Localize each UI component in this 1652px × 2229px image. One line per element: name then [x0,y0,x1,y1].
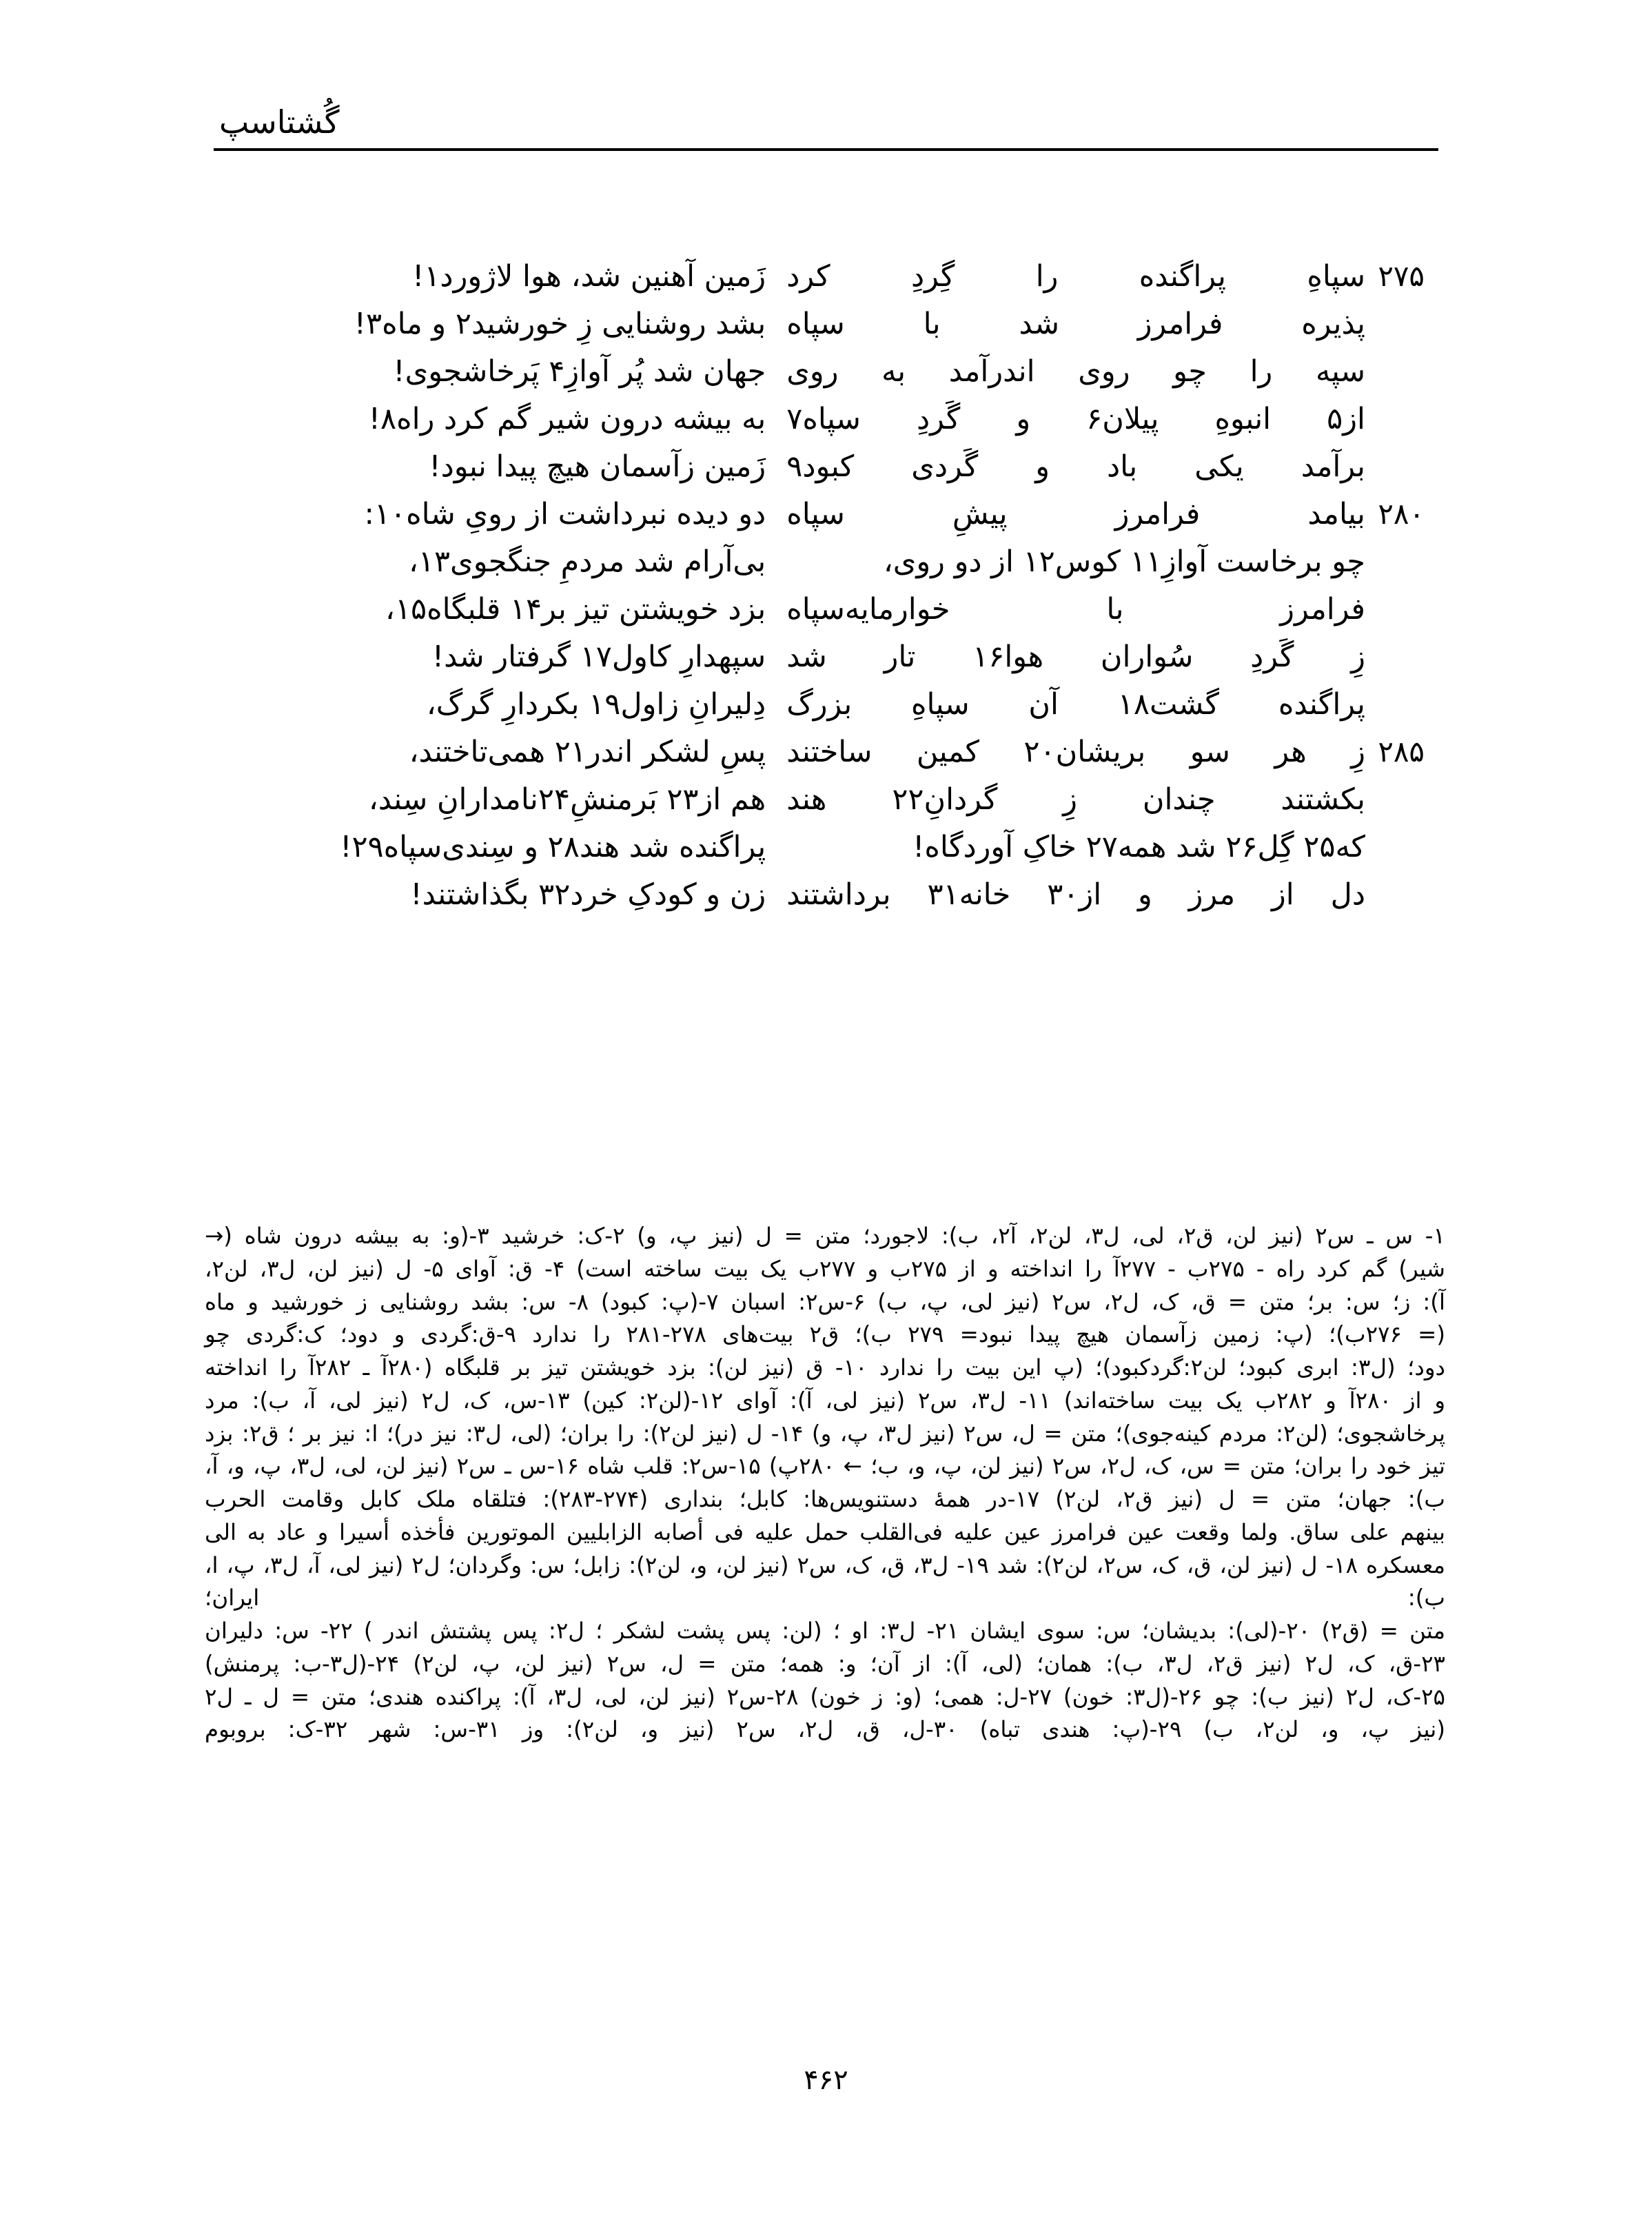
verse-word: سپاهِ [1307,259,1365,294]
hemistich-left [205,782,766,817]
verse-word: هوا۱۶ [972,640,1044,674]
verse-word: چندان [1142,782,1216,817]
verse-word: برآمد [1301,449,1365,484]
hemistich-right [766,402,1425,436]
hemistich-left-text: پراگنده شد هند۲۸ و سِندی‌سپاه۲۹! [340,830,766,864]
hemistich-right-text [786,642,1365,672]
hemistich-right-text [786,354,1365,389]
verse-word: آن [1028,687,1059,722]
hemistich-left [205,877,766,912]
hemistich-right [766,544,1425,579]
verse-word: که۲۵ گِل۲۶ شد همه۲۷ خاکِ آوردگاه! [912,830,1365,864]
hemistich-right [766,354,1425,389]
apparatus-line: دود؛ (ل۳: ابری کبود؛ لن۲:گردکبود)؛ (پ این بیت را ندارد ۱۰- ق (نیز لن): بزد خویشتن تیز بر قلبگاه (۲۸۰آ ـ ۲۸۲آ را انداخته [205,1354,1445,1381]
hemistich-left [205,592,766,627]
hemistich-left [205,402,766,436]
hemistich-right [766,259,1425,294]
verse-word: بکشتند [1281,782,1365,817]
verse-word: و [1138,877,1152,912]
verse-word: یکی [1194,449,1244,484]
hemistich-right-text [786,592,1365,627]
couplet-row [205,877,1425,912]
hemistich-left-text: به بیشه درون شیر گم کرد راه۸! [368,402,766,436]
verse-word: پیشِ [952,497,1008,531]
verse-word: کبود۹ [786,449,855,484]
verse-word: ساختند [786,735,873,769]
hemistich-right-text [786,309,1365,339]
verse-word: باد [1106,449,1138,484]
critical-apparatus [205,1220,1445,1747]
hemistich-right [766,877,1425,912]
verse-word: از [1272,877,1294,912]
hemistich-right-text [786,687,1365,722]
verse-word: خوارمایه‌سپاه [786,592,950,627]
verse-word: سپاهِ [910,687,970,722]
hemistich-right-text [786,737,1365,767]
couplet-row [205,497,1425,531]
hemistich-right-text [786,830,1365,864]
verse-word: روی [1078,354,1130,389]
verse-word: گِردِ [910,259,955,294]
verse-word: مرز [1188,877,1236,912]
apparatus-line: تیز خود را بران؛ متن = س، ک، ل۲، س۲ (نیز لن، پ، و، ب؛ ← ۲۸۰پ) ۱۵-س۲: قلب شاه ۱۶-س ـ س۲ (نیز لن، لی، ل۳، پ، و، آ، [205,1453,1446,1480]
verse-word: سو [1190,735,1230,769]
hemistich-right-text [786,449,1365,484]
apparatus-line: ۱- س ـ س۲ (نیز لن، ق۲، لی، ل۳، لن۲، آ۲، ب): لاجورد؛ متن = ل (نیز پ، و) ۲-ک: خرشید ۳-(و: به بیشه درون شاه (→ [205,1223,1445,1249]
hemistich-left-text: بزد خویشتن تیز بر۱۴ قلبگاه۱۵، [385,592,766,627]
hemistich-left [205,687,766,722]
page-number: ۴۶۲ [804,2064,848,2096]
hemistich-right [766,830,1425,864]
verse-word: پیلان۶ [1086,402,1159,436]
hemistich-right-text [786,259,1365,294]
hemistich-right-text [786,782,1365,817]
verse-word: بریشان۲۰ [1023,735,1146,769]
verse-word: زِ [1351,640,1365,674]
verse-word: هند [786,782,827,817]
hemistich-right [766,592,1425,627]
couplet-row [205,309,1425,339]
verse-word: کمین [916,735,979,769]
verse-word: روی [786,354,839,389]
couplet-row [205,592,1425,627]
hemistich-left [205,737,766,767]
verse-word: بیامد [1307,497,1365,531]
hemistich-left-text: پسِ لشکر اندر۲۱ همی‌تاختند، [409,735,766,769]
verse-word: گَردی [911,449,979,484]
hemistich-left [205,544,766,579]
couplet-row [205,402,1425,436]
hemistich-left-text: سپهدارِ کاول۱۷ گرفتار شد! [431,640,766,674]
apparatus-line: پرخاشجوی؛ (لن۲: مردم کینه‌جوی)؛ متن = ل، س۲ (نیز ل۳، پ، و) ۱۴- ل (نیز لن۲): را بران؛ (لی، ل۳: نیز در)؛ ا: نیز بر ؛ ق۲: بزد [205,1420,1446,1447]
hemistich-left [205,449,766,484]
verse-word: زِ [1063,782,1078,817]
verse-word: چو برخاست آوازِ۱۱ کوس۱۲ از دو روی، [883,544,1365,579]
hemistich-left [205,354,766,389]
hemistich-left-text: جهان شد پُر آوازِ۴ پَرخاشجوی! [393,354,766,389]
verse-word: گَردِ [1250,640,1294,674]
verse-word: سپاه [786,497,845,531]
hemistich-right [766,782,1425,817]
apparatus-line: شیر) گم کرد راه - ۲۷۵ب - ۲۷۷آ را انداخته و از ۲۷۵ب و ۲۷۷ب یک بیت ساخته است) ۴- ق: آوای ۵- ل (نیز لن، ل۳، لن۲، [205,1255,1446,1282]
verse-word: به [881,354,906,389]
verse-word: پذیره [1301,307,1365,341]
verse-word: پراگنده [1139,259,1226,294]
verse-word: از۵ [1327,402,1365,436]
apparatus-line: و از ۲۸۰آ و ۲۸۲ب یک بیت ساخته‌اند) ۱۱- ل۳، س۲ (نیز لی، آ): آوای ۱۲-(لن۲: کین) ۱۳-س، ک، ل۲ (نیز لی، آ، ب): مرد [205,1387,1446,1414]
hemistich-left [205,259,766,294]
couplet-row [205,354,1425,389]
verse-word: از۳۰ [1047,877,1102,912]
verse-word: سپاه [786,307,845,341]
verse-word: تار [884,640,916,674]
verse-word: فرامرز [1114,497,1201,531]
verse-word: سُواران [1100,640,1194,674]
hemistich-left-text: هم از۲۳ بَرمنشِ۲۴نامدارانِ سِند، [368,782,766,817]
verse-word: بزرگ [786,687,853,722]
verse-word: اندرآمد [948,354,1035,389]
verse-word: برداشتند [786,877,891,912]
hemistich-left-text: زَمین آهنین شد، هوا لاژورد۱! [412,259,766,294]
hemistich-left [205,830,766,864]
verse-word: با [1106,592,1124,627]
verse-word: شد [1019,307,1059,341]
hemistich-right-text [786,497,1365,531]
verse-word: هر [1274,735,1307,769]
verse-word: با [923,307,941,341]
verse-word: گردانِ۲۲ [892,782,998,817]
verse-word: و [1016,402,1031,436]
verse-word: را [1035,259,1059,294]
verse-number: ۲۸۵ [1378,735,1425,769]
hemistich-left [205,497,766,531]
hemistich-left [205,309,766,339]
verse-word: سپاه۷ [786,402,861,436]
hemistich-right [766,687,1425,722]
hemistich-left-text: زَمین زآسمان هیچ پیدا نبود! [429,449,766,484]
hemistich-left [205,642,766,672]
verse-word: فرامرز [1137,307,1223,341]
verse-word: پراگنده [1278,687,1365,722]
apparatus-line: متن = (ق۲) ۲۰-(لی): بدیشان؛ س: سوی ایشان ۲۱- ل۳: او ؛ (لن: پس پشت لشکر ؛ ل۲: پس پشتش اندر ) ۲۲- س: دلیران [205,1618,1446,1645]
running-head-title: گُشتاسپ [219,103,340,141]
verse-word: چو [1173,354,1207,389]
apparatus-line: آ): ز؛ س: بر؛ متن = ق، ک، ل۲، س۲ (نیز لی، پ، ب) ۶-س۲: اسبان ۷-(پ: کبود) ۸- س: بشد روشنایی ز خورشید و ماه [205,1288,1445,1315]
hemistich-right [766,642,1425,672]
hemistich-right [766,449,1425,484]
hemistich-right [766,497,1425,531]
verse-word: سپه [1315,354,1365,389]
hemistich-right-text [786,877,1365,912]
verse-number: ۲۷۵ [1378,259,1425,293]
hemistich-left-text: بی‌آرام شد مردمِ جنگجوی۱۳، [408,544,766,579]
verse-word: انبوهِ [1214,402,1272,436]
couplet-row [205,830,1425,864]
verse-word: شد [786,640,827,674]
verse-word: خانه۳۱ [927,877,1011,912]
verse-word: را [1250,354,1273,389]
verse-word: گشت۱۸ [1117,687,1220,722]
hemistich-left-text: زن و کودکِ خرد۳۲ بگذاشتند! [410,877,766,912]
verse-word: دل [1330,877,1365,912]
verse-word: و [1035,449,1050,484]
apparatus-line: ۲۵-ک، ل۲ (نیز ب): چو ۲۶-(ل۳: خون) ۲۷-ل: همی؛ (و: ز خون) ۲۸-س۲ (نیز لن، لی، ل۳، آ): پراکنده هندی؛ متن = ل ـ ل۲ [205,1683,1445,1710]
couplet-row [205,449,1425,484]
verse-word: فرامرز [1280,592,1365,627]
couplet-row [205,642,1425,672]
apparatus-line-arabic: بینهم علی ساق. ولما وقعت عین فرامرز عین علیه فی‌القلب حمل علیه فی أصابه الزابلیین الموتورین فأخذه أسیرا و عاد به الی [205,1518,1445,1545]
verse-word: گَردِ [916,402,961,436]
couplet-row [205,737,1425,767]
couplet-row [205,544,1425,579]
apparatus-line: (= ۲۷۶ب)؛ (پ: زمین زآسمان هیچ پیدا نبود= ۲۷۹ ب)؛ ق۲ بیت‌های ۲۷۸-۲۸۱ را ندارد ۹-ق:گردی و دود؛ ک:گردی چو [205,1321,1446,1348]
hemistich-left-text: دِلیرانِ زاول۱۹ بکردارِ گرگ، [426,687,766,722]
verse-word: زِ [1351,735,1365,769]
verse-number: ۲۸۰ [1378,497,1425,531]
apparatus-line: معسکره ۱۸- ل (نیز لن، ق، ک، س۲، لن۲): شد ۱۹- ل۳، ق، ک، س۲ (نیز لن، و، لن۲): زابل؛ س: وگردان؛ ل۲ (نیز لی، آ، ل۳، پ، ا، ب): ایران؛ [205,1551,1445,1611]
apparatus-line: ب): جهان؛ متن = ل (نیز ق۲، لن۲) ۱۷-در همهٔ دستنویس‌ها: کابل؛ بنداری (۲۷۴-۲۸۳): فتلقاه ملک کابل وقامت الحرب [205,1486,1445,1513]
verse-word: کرد [786,259,830,294]
hemistich-right [766,309,1425,339]
hemistich-right-text [786,402,1365,436]
couplet-row [205,259,1425,294]
verse-block [205,259,1425,928]
couplet-row [205,687,1425,722]
page-header [214,103,1438,193]
apparatus-line: (نیز پ، و، لن۲، ب) ۲۹-(پ: هندی تباه) ۳۰-ل، ق، ل۲، س۲ (نیز و، لن۲): وز ۳۱-س: شهر ۳۲-ک: بروبوم [205,1716,1445,1743]
hemistich-right-text [786,544,1365,579]
couplet-row [205,782,1425,817]
hemistich-right [766,737,1425,767]
header-rule [214,148,1438,151]
hemistich-left-text: بشد روشنایی زِ خورشید۲ و ماه۳! [354,307,766,341]
apparatus-line: ۲۳-ق، ک، ل۲ (نیز ق۲، ل۳، ب): همان؛ (لی، آ): از آن؛ و: همه؛ متن = ل، س۲ (نیز لن، پ، لن۲) ۲۴-(ل۳-ب: پرمنش) [205,1650,1445,1677]
hemistich-left-text: دو دیده نبرداشت از رویِ شاه۱۰: [364,497,766,531]
